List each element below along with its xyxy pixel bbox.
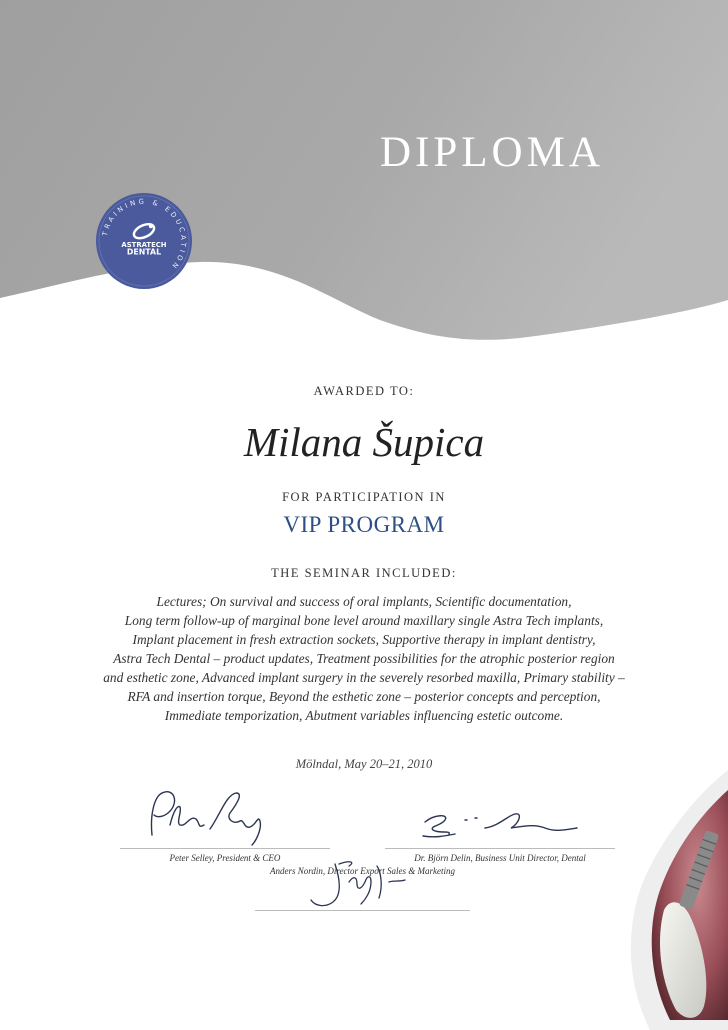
signature-peter-selley [140, 785, 280, 850]
lecture-line: Immediate temporization, Abutment variables influencing estetic outcome. [164, 708, 564, 723]
header-wave-banner [0, 0, 728, 345]
lecture-line: and esthetic zone, Advanced implant surgery in the severely resorbed maxilla, Primary stability – [103, 670, 625, 685]
recipient-name: Milana Šupica [243, 419, 485, 465]
lecture-list [0, 592, 728, 725]
lecture-line: RFA and insertion torque, Beyond the esthetic zone – posterior concepts and perception, [127, 689, 601, 704]
signature-line-2 [385, 848, 615, 849]
signature-bjorn-delin [415, 800, 595, 845]
participation-label: FOR PARTICIPATION IN [282, 490, 446, 504]
awarded-to-label: AWARDED TO: [313, 384, 415, 398]
signatory-label-3: Anders Nordin, Director Export Sales & Marketing [269, 866, 456, 876]
logo-line-dental: DENTAL [126, 247, 162, 257]
signature-line-1 [120, 848, 330, 849]
seminar-included-label: THE SEMINAR INCLUDED: [271, 566, 457, 580]
dental-implant-photo [620, 770, 728, 1030]
signatory-label-2: Dr. Björn Delin, Business Unit Director, Dental [414, 853, 586, 863]
lecture-line: Lectures; On survival and success of oral implants, Scientific documentation, [156, 594, 572, 609]
diploma-title: DIPLOMA [380, 129, 604, 176]
signature-anders-nordin [295, 852, 425, 912]
logo-line-astratech: ASTRATECH [121, 240, 167, 249]
signatory-label-1: Peter Selley, President & CEO [169, 853, 281, 863]
seal-ring-text: TRAINING & EDUCATION [101, 197, 188, 272]
program-name: VIP PROGRAM [283, 512, 445, 537]
astratech-training-seal [95, 192, 193, 290]
lecture-line: Implant placement in fresh extraction sockets, Supportive therapy in implant dentistry, [132, 632, 596, 647]
place-and-date: Mölndal, May 20–21, 2010 [295, 757, 433, 771]
lecture-line: Astra Tech Dental – product updates, Treatment possibilities for the atrophic posterior region [113, 651, 615, 666]
signature-line-3 [255, 910, 470, 911]
lecture-line: Long term follow-up of marginal bone level around maxillary single Astra Tech implants, [124, 613, 604, 628]
